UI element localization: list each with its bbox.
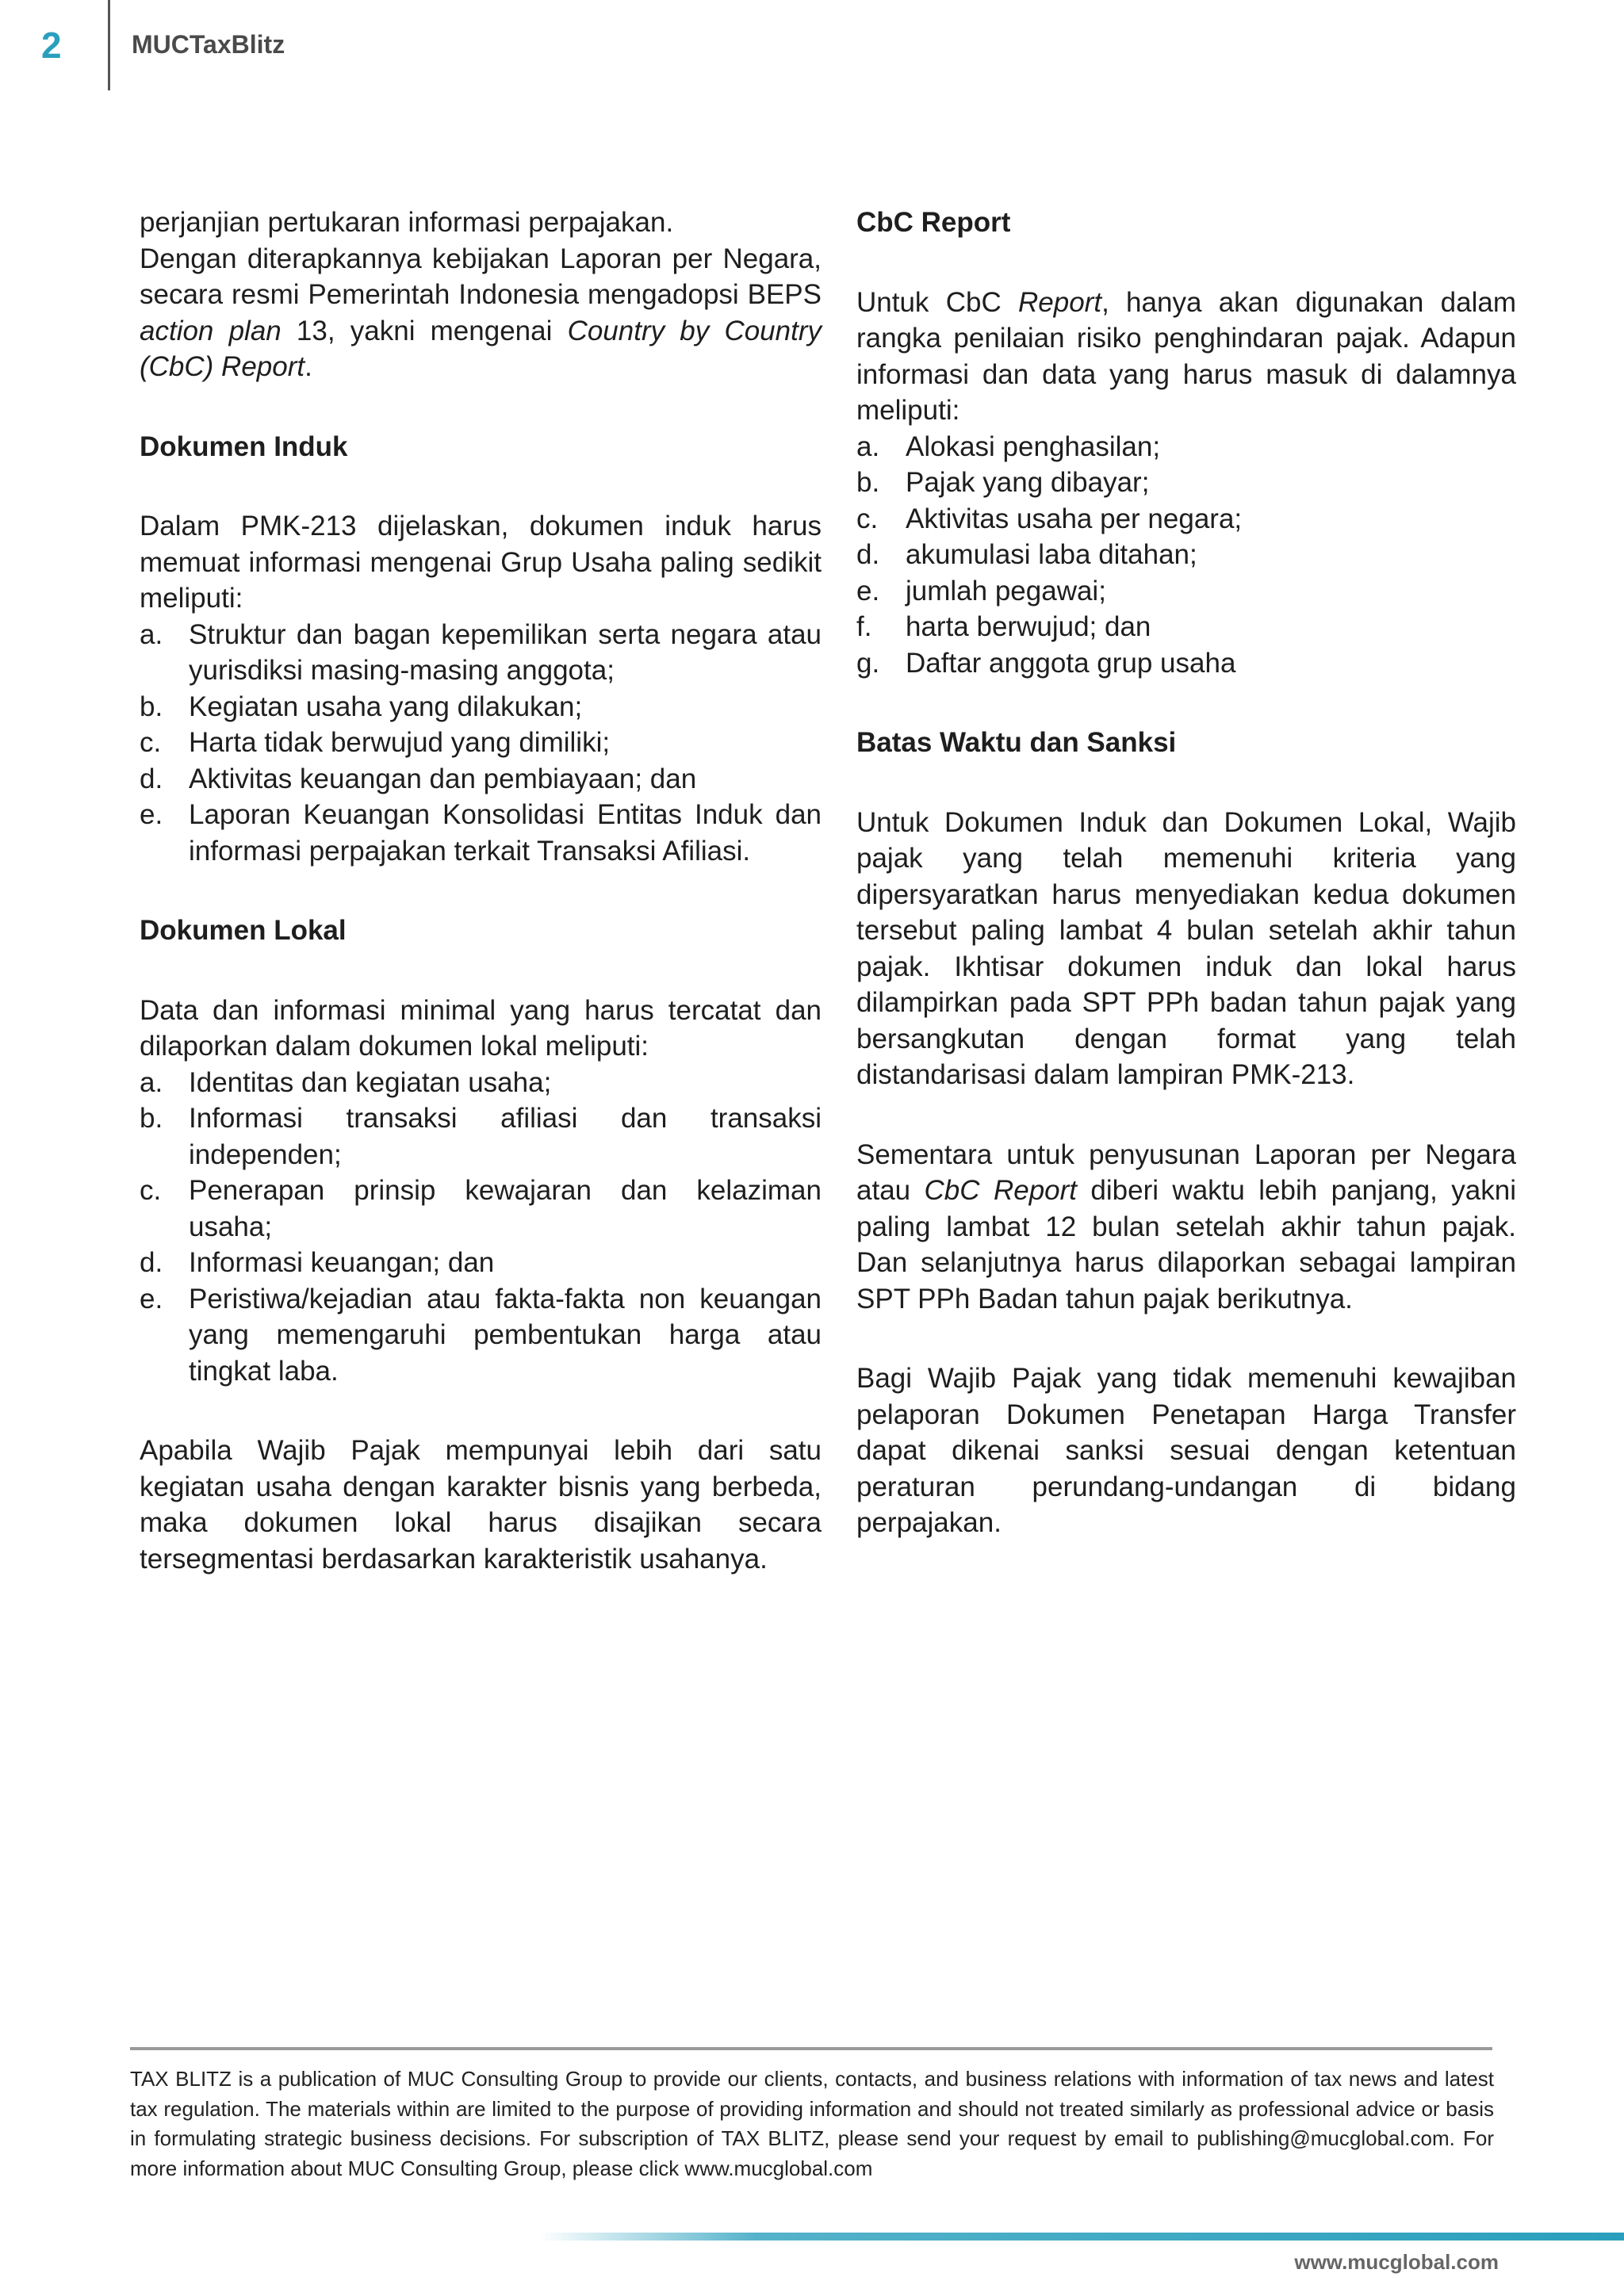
dokumen-induk-intro: Dalam PMK-213 dijelaskan, dokumen induk harus memuat informasi mengenai Grup Usaha paling sedikit meliputi: [140, 511, 822, 614]
heading-dokumen-induk: Dokumen Induk [140, 430, 348, 462]
list-item [856, 573, 1516, 610]
list-item-text: Informasi keuangan; dan [189, 1247, 495, 1278]
intro-text-b: 13, yakni mengenai [281, 315, 568, 346]
bottom-accent-bar [539, 2233, 1624, 2241]
list-item [140, 1100, 822, 1173]
intro-emphasis-action-plan: action plan [140, 315, 282, 346]
list-item [856, 645, 1516, 682]
list-item-text: Laporan Keuangan Konsolidasi Entitas Induk dan informasi perpajakan terkait Transaksi Afiliasi. [189, 799, 822, 867]
list-item-text: Aktivitas usaha per negara; [906, 503, 1243, 534]
cbc-list [856, 429, 1516, 682]
list-marker: a. [856, 430, 880, 462]
list-item [140, 1173, 822, 1245]
list-item [856, 537, 1516, 573]
list-marker: d. [140, 763, 163, 794]
list-marker: b. [856, 467, 880, 498]
list-item [856, 429, 1516, 465]
list-item-text: Harta tidak berwujud yang dimiliki; [189, 727, 611, 758]
list-item-text: Peristiwa/kejadian atau fakta-fakta non keuangan yang memengaruhi pembentukan harga atau tingkat laba. [189, 1283, 822, 1387]
intro-text-a: Dengan diterapkannya kebijakan Laporan per Negara, secara resmi Pemerintah Indonesia mengadopsi BEPS [140, 243, 822, 310]
list-marker: c. [140, 727, 162, 758]
page-number: 2 [41, 25, 62, 66]
list-item [856, 501, 1516, 538]
list-item-text: Informasi transaksi afiliasi dan transaksi independen; [189, 1103, 822, 1170]
dokumen-lokal-intro: Data dan informasi minimal yang harus tercatat dan dilaporkan dalam dokumen lokal meliputi: [140, 994, 822, 1062]
heading-dokumen-lokal: Dokumen Lokal [140, 915, 347, 946]
cbc-intro-text-a: Untuk CbC [856, 286, 1018, 318]
footer-divider [130, 2047, 1492, 2050]
list-item-text: Aktivitas keuangan dan pembiayaan; dan [189, 763, 697, 794]
dokumen-induk-list [140, 617, 822, 870]
intro-line: perjanjian pertukaran informasi perpajakan. [140, 207, 674, 238]
sanksi-paragraph-1: Untuk Dokumen Induk dan Dokumen Lokal, Wajib pajak yang telah memenuhi kriteria yang dipersyaratkan harus menyediakan kedua dokumen tersebut paling lambat 4 bulan setelah akhir tahun pajak. Ikhtisar dokumen induk dan lokal harus dilampirkan pada SPT PPh badan tahun pajak yang bersangkutan dengan format yang telah distandarisasi dalam lampiran PMK-213. [856, 806, 1516, 1090]
list-item [140, 689, 822, 725]
list-item [856, 609, 1516, 645]
list-item-text: Penerapan prinsip kewajaran dan kelaziman usaha; [189, 1175, 822, 1242]
list-marker: b. [140, 1103, 163, 1134]
list-item [140, 725, 822, 761]
cbc-intro-emphasis: Report [1018, 286, 1102, 318]
list-item-text: harta berwujud; dan [906, 611, 1151, 642]
sanksi-paragraph-2 [856, 1137, 1516, 1318]
list-marker: c. [856, 503, 879, 534]
list-marker: a. [140, 1066, 163, 1098]
intro-emphasis-cbc: Country by Country (CbC) Report [140, 315, 822, 382]
dokumen-lokal-list [140, 1065, 822, 1390]
list-item [140, 761, 822, 798]
list-item-text: jumlah pegawai; [906, 575, 1106, 607]
list-item [140, 617, 822, 689]
header-divider [108, 0, 110, 90]
list-marker: f. [856, 611, 872, 642]
dokumen-lokal-closing: Apabila Wajib Pajak mempunyai lebih dari satu kegiatan usaha dengan karakter bisnis yang berbeda, maka dokumen lokal harus disajikan secara tersegmentasi berdasarkan karakteristik usahanya. [140, 1435, 822, 1575]
list-marker: a. [140, 618, 163, 650]
list-item [140, 1245, 822, 1281]
list-item [140, 1065, 822, 1101]
intro-text-c: . [304, 351, 312, 382]
list-item-text: Daftar anggota grup usaha [906, 647, 1236, 679]
publication-name: MUCTaxBlitz [132, 30, 285, 59]
list-marker: b. [140, 691, 163, 722]
sanksi-p2-emphasis: CbC Report [924, 1175, 1078, 1206]
sanksi-paragraph-3: Bagi Wajib Pajak yang tidak memenuhi kewajiban pelaporan Dokumen Penetapan Harga Transfer dapat dikenai sanksi sesuai dengan ketentuan peraturan perundang-undangan di bidang perpajakan. [856, 1363, 1516, 1538]
list-item-text: Pajak yang dibayar; [906, 467, 1150, 498]
sanksi-p2-text-b: diberi waktu lebih panjang, yakni paling lambat 12 bulan setelah akhir tahun pajak. Dan selanjutnya harus dilaporkan sebagai lampiran SPT PPh Badan tahun pajak berikutnya. [856, 1175, 1516, 1314]
list-item [856, 465, 1516, 501]
sanksi-p2-text-a: Sementara untuk penyusunan Laporan per Negara atau [856, 1138, 1516, 1206]
heading-batas-waktu: Batas Waktu dan Sanksi [856, 727, 1177, 758]
list-item-text: Kegiatan usaha yang dilakukan; [189, 691, 583, 722]
list-marker: d. [140, 1247, 163, 1278]
list-marker: c. [140, 1175, 162, 1206]
list-item [140, 797, 822, 869]
list-item [140, 1281, 822, 1390]
left-column [140, 205, 822, 1577]
list-marker: e. [856, 575, 880, 607]
list-marker: d. [856, 539, 880, 570]
cbc-intro-text-b: , hanya akan digunakan dalam rangka penilaian risiko penghindaran pajak. Adapun informasi dan data yang harus masuk di dalamnya meliputi: [856, 286, 1516, 426]
list-marker: e. [140, 1283, 163, 1314]
list-item-text: akumulasi laba ditahan; [906, 539, 1197, 570]
list-item-text: Alokasi penghasilan; [906, 430, 1161, 462]
footer-disclaimer: TAX BLITZ is a publication of MUC Consulting Group to provide our clients, contacts, and business relations with information of tax news and latest tax regulation. The materials within are limited to the purpose of providing information and should not treated similarly as professional advice or basis in formulating strategic business decisions. For subscription of TAX BLITZ, please send your request by email to publishing@mucglobal.com. For more information about MUC Consulting Group, please click www.mucglobal.com [130, 2067, 1494, 2180]
list-item-text: Identitas dan kegiatan usaha; [189, 1066, 552, 1098]
list-item-text: Struktur dan bagan kepemilikan serta negara atau yurisdiksi masing-masing anggota; [189, 618, 822, 686]
right-column [856, 205, 1516, 1541]
cbc-intro [856, 285, 1516, 429]
heading-cbc-report: CbC Report [856, 207, 1011, 238]
website-link[interactable]: www.mucglobal.com [1294, 2250, 1499, 2274]
list-marker: e. [140, 799, 163, 830]
list-marker: g. [856, 647, 880, 679]
intro-paragraph [140, 241, 822, 385]
